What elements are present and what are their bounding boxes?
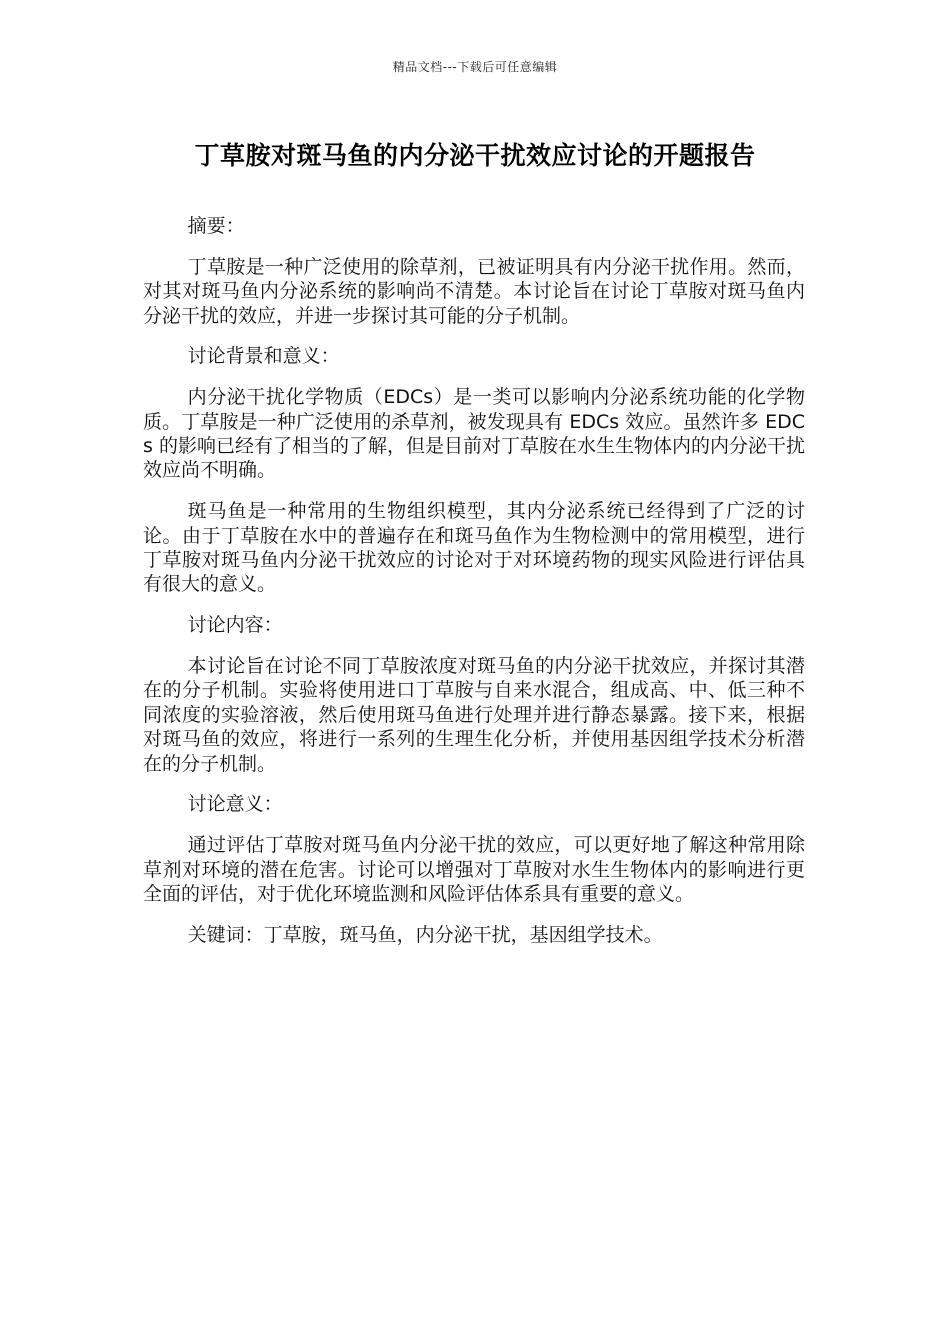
content-label: 讨论内容： xyxy=(187,614,283,637)
content-paragraph: 本讨论旨在讨论不同丁草胺浓度对斑马鱼的内分泌干扰效应，并探讨其潜在的分子机制。实验将使用进口丁草胺与自来水混合，组成高、中、低三种不同浓度的实验溶液，然后使用斑马鱼进行处理并进行静态暴露。接下来，根据对斑马鱼的效应，将进行一系列的生理生化分析，并使用基因组学技术分析潜在的分子机制。 xyxy=(143,655,805,775)
background-paragraph-1: 内分泌干扰化学物质（EDCs）是一类可以影响内分泌系统功能的化学物质。丁草胺是一种广泛使用的杀草剂，被发现具有 EDCs 效应。虽然许多 EDCs 的影响已经有了相当的了解，但是目前对丁草胺在水生生物体内的内分泌干扰效应尚不明确。 xyxy=(143,386,805,482)
keywords-line: 关键词：丁草胺，斑马鱼，内分泌干扰，基因组学技术。 xyxy=(187,923,663,946)
background-paragraph-2: 斑马鱼是一种常用的生物组织模型，其内分泌系统已经得到了广泛的讨论。由于丁草胺在水中的普遍存在和斑马鱼作为生物检测中的常用模型，进行丁草胺对斑马鱼内分泌干扰效应的讨论对于对环境药物的现实风险进行评估具有很大的意义。 xyxy=(143,500,805,596)
significance-paragraph: 通过评估丁草胺对斑马鱼内分泌干扰的效应，可以更好地了解这种常用除草剂对环境的潜在危害。讨论可以增强对丁草胺对水生生物体内的影响进行更全面的评估，对于优化环境监测和风险评估体系具有重要的意义。 xyxy=(143,834,805,906)
document-title: 丁草胺对斑马鱼的内分泌干扰效应讨论的开题报告 xyxy=(194,141,756,170)
background-label: 讨论背景和意义： xyxy=(187,345,340,368)
abstract-label: 摘要： xyxy=(187,215,245,237)
header-note: 精品文档---下载后可任意编辑 xyxy=(392,60,558,74)
abstract-paragraph: 丁草胺是一种广泛使用的除草剂，已被证明具有内分泌干扰作用。然而，对其对斑马鱼内分泌系统的影响尚不清楚。本讨论旨在讨论丁草胺对斑马鱼内分泌干扰的效应，并进一步探讨其可能的分子机制。 xyxy=(143,255,805,327)
significance-label: 讨论意义： xyxy=(187,793,283,816)
document-body xyxy=(143,214,805,964)
